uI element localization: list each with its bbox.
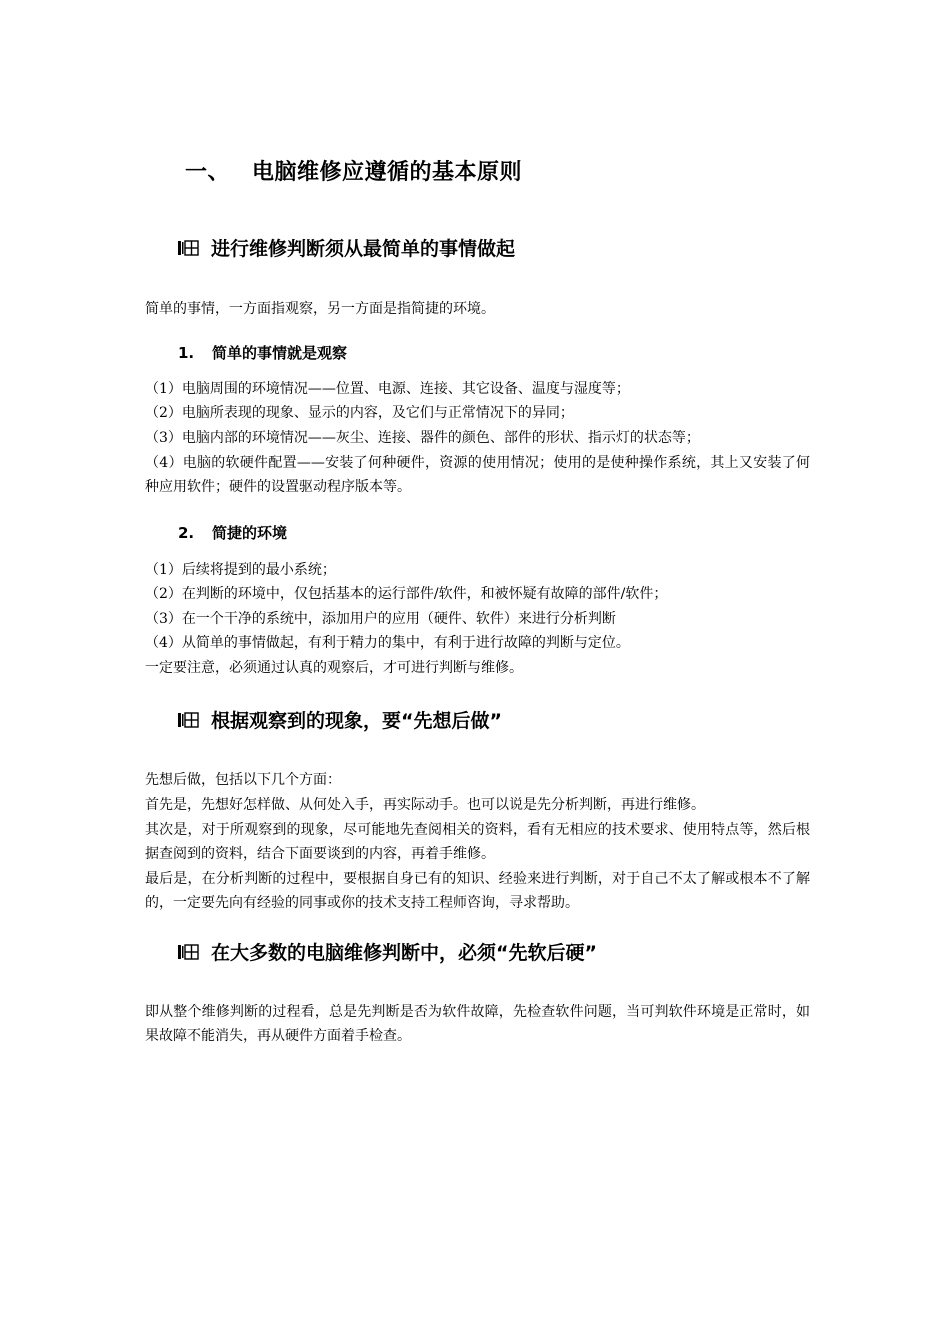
subsection-1-heading — [178, 342, 347, 363]
paragraph-line: 首先是，先想好怎样做、从何处入手，再实际动手。也可以说是先分析判断，再进行维修。 — [145, 797, 705, 813]
section-1-intro: 简单的事情，一方面指观察，另一方面是指简捷的环境。 — [145, 301, 495, 317]
list-item: （2）电脑所表现的现象、显示的内容，及它们与正常情况下的异同； — [145, 405, 574, 421]
main-title-text: 电脑维修应遵循的基本原则 — [252, 160, 523, 185]
bullet-icon — [177, 712, 199, 728]
subsection-2-number: 2. — [178, 524, 195, 542]
subsection-2-heading-text: 简捷的环境 — [212, 524, 288, 542]
bullet-icon — [177, 240, 199, 256]
note-line: 一定要注意，必须通过认真的观察后，才可进行判断与维修。 — [145, 660, 523, 676]
section-2-heading — [177, 706, 502, 733]
subsection-2-heading — [178, 522, 287, 543]
section-3-heading — [177, 938, 597, 965]
section-1-heading-text: 进行维修判断须从最简单的事情做起 — [211, 238, 516, 260]
paragraph-line: 最后是，在分析判断的过程中，要根据自身已有的知识、经验来进行判断，对于自己不太了解或根本不了解的，一定要先向有经验的同事或你的技术支持工程师咨询，寻求帮助。 — [145, 871, 810, 911]
list-item: （2）在判断的环境中，仅包括基本的运行部件/软件，和被怀疑有故障的部件/软件； — [145, 586, 668, 602]
section-2-heading-text: 根据观察到的现象，要“先想后做” — [211, 710, 502, 732]
main-title-number: 一、 — [185, 160, 231, 185]
section-3-heading-text: 在大多数的电脑维修判断中，必须“先软后硬” — [211, 942, 597, 964]
list-item: （3）电脑内部的环境情况——灰尘、连接、器件的颜色、部件的形状、指示灯的状态等； — [145, 430, 700, 446]
paragraph-line: 即从整个维修判断的过程看，总是先判断是否为软件故障，先检查软件问题，当可判软件环境是正常时，如果故障不能消失，再从硬件方面着手检查。 — [145, 1004, 810, 1044]
paragraph-line: 先想后做，包括以下几个方面： — [145, 772, 341, 788]
paragraph-line: 其次是，对于所观察到的现象，尽可能地先查阅相关的资料，看有无相应的技术要求、使用特点等，然后根据查阅到的资料，结合下面要谈到的内容，再着手维修。 — [145, 822, 810, 862]
bullet-icon — [177, 944, 199, 960]
subsection-1-number: 1. — [178, 344, 195, 362]
list-item: （1）后续将提到的最小系统； — [145, 562, 336, 578]
list-item: （1）电脑周围的环境情况——位置、电源、连接、其它设备、温度与湿度等； — [145, 381, 630, 397]
main-title — [185, 155, 522, 186]
list-item: （3）在一个干净的系统中，添加用户的应用（硬件、软件）来进行分析判断 — [145, 611, 616, 627]
section-1-heading — [177, 234, 515, 261]
list-item: （4）电脑的软硬件配置——安装了何种硬件，资源的使用情况；使用的是使种操作系统，其上又安装了何种应用软件；硬件的设置驱动程序版本等。 — [145, 455, 810, 495]
subsection-1-heading-text: 简单的事情就是观察 — [212, 344, 348, 362]
list-item: （4）从简单的事情做起，有利于精力的集中，有利于进行故障的判断与定位。 — [145, 635, 630, 651]
